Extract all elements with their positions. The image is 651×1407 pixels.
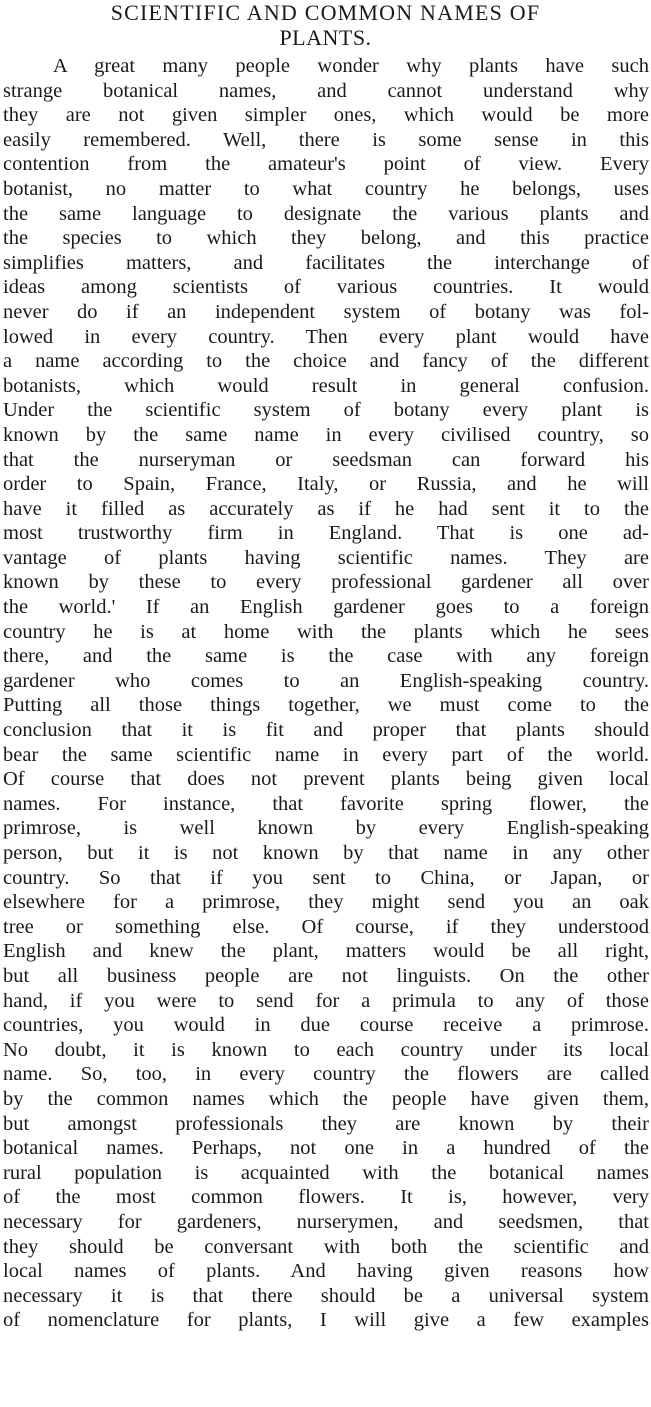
article-body-line: gardener who comes to an English-speaking country.: [3, 669, 649, 692]
article-body-line: names. For instance, that favorite spring flower, the: [3, 792, 649, 815]
article-body-line: there, and the same is the case with any foreign: [3, 645, 649, 668]
article-body-line: a name according to the choice and fancy of the different: [3, 350, 649, 373]
article-body-line: tree or something else. Of course, if they understood: [3, 915, 649, 938]
article-title-line-2: PLANTS.: [279, 25, 372, 50]
article-body-line: bear the same scientific name in every part of the world.: [3, 743, 649, 766]
article-body-line: have it filled as accurately as if he had sent it to the: [3, 497, 649, 520]
article-body-line: strange botanical names, and cannot understand why: [3, 79, 649, 102]
article-body-line: Under the scientific system of botany every plant is: [3, 399, 649, 422]
article-body-line: by the common names which the people have given them,: [3, 1087, 649, 1110]
article-body-line: rural population is acquainted with the botanical names: [3, 1161, 649, 1184]
article-body-line: botanists, which would result in general confusion.: [3, 374, 649, 397]
article-body-line: the world.' If an English gardener goes to a foreign: [3, 596, 649, 619]
article-body-line: they should be conversant with both the scientific and: [3, 1235, 649, 1258]
article-body-line: known by the same name in every civilised country, so: [3, 423, 649, 446]
article-title-line-1: SCIENTIFIC AND COMMON NAMES OF: [110, 0, 541, 25]
article-body-line: ideas among scientists of various countries. It would: [3, 276, 649, 299]
article-body-line: botanist, no matter to what country he belongs, uses: [3, 177, 649, 200]
article-body-line: that the nurseryman or seedsman can forward his: [3, 448, 649, 471]
article-body-line: known by these to every professional gardener all over: [3, 571, 649, 594]
article-body-line: necessary it is that there should be a universal system: [3, 1284, 649, 1307]
article-body-line: primrose, is well known by every English-speaking: [3, 817, 649, 840]
article-body-line: simplifies matters, and facilitates the interchange of: [3, 251, 649, 274]
article-body-line: most trustworthy firm in England. That is one ad-: [3, 522, 649, 545]
article-body-line: of the most common flowers. It is, however, very: [3, 1186, 649, 1209]
article-body-line: hand, if you were to send for a primula to any of those: [3, 989, 649, 1012]
article-body-line: No doubt, it is known to each country under its local: [3, 1038, 649, 1061]
article-body-line: necessary for gardeners, nurserymen, and seedsmen, that: [3, 1210, 649, 1233]
article-body-line: name. So, too, in every country the flowers are called: [3, 1063, 649, 1086]
article-body-line: they are not given simpler ones, which would be more: [3, 104, 649, 127]
article-body-line: easily remembered. Well, there is some sense in this: [3, 128, 649, 151]
article-body-line: conclusion that it is fit and proper that plants should: [3, 719, 649, 742]
article-body-line: English and knew the plant, matters would be all right,: [3, 940, 649, 963]
article-body-line: of nomenclature for plants, I will give a few examples: [3, 1309, 649, 1332]
article-body-line: the same language to designate the various plants and: [3, 202, 649, 225]
article-body-line: but amongst professionals they are known by their: [3, 1112, 649, 1135]
article-body-line: never do if an independent system of botany was fol-: [3, 300, 649, 323]
article-body-line: vantage of plants having scientific names. They are: [3, 546, 649, 569]
article-body-line: A great many people wonder why plants have such: [53, 55, 649, 77]
article-body-line: country. So that if you sent to China, or Japan, or: [3, 866, 649, 889]
article-body-line: Of course that does not prevent plants being given local: [3, 768, 649, 791]
article-body-line: but all business people are not linguists. On the other: [3, 964, 649, 987]
article-body-line: person, but it is not known by that name in any other: [3, 842, 649, 864]
article-body-line: contention from the amateur's point of view. Every: [3, 153, 649, 176]
article-body-line: lowed in every country. Then every plant would have: [3, 325, 649, 348]
article-body-line: botanical names. Perhaps, not one in a hundred of the: [3, 1137, 649, 1160]
article-body-line: countries, you would in due course receive a primrose.: [3, 1014, 649, 1037]
article-body-line: order to Spain, France, Italy, or Russia, and he will: [3, 473, 649, 496]
article-body: [0, 54, 651, 1333]
article-body-line: Putting all those things together, we must come to the: [3, 694, 649, 717]
article-body-line: the species to which they belong, and this practice: [3, 227, 649, 250]
article-body-line: country he is at home with the plants which he sees: [3, 620, 649, 643]
article-body-line: elsewhere for a primrose, they might send you an oak: [3, 891, 649, 914]
article-body-line: local names of plants. And having given reasons how: [3, 1260, 649, 1283]
